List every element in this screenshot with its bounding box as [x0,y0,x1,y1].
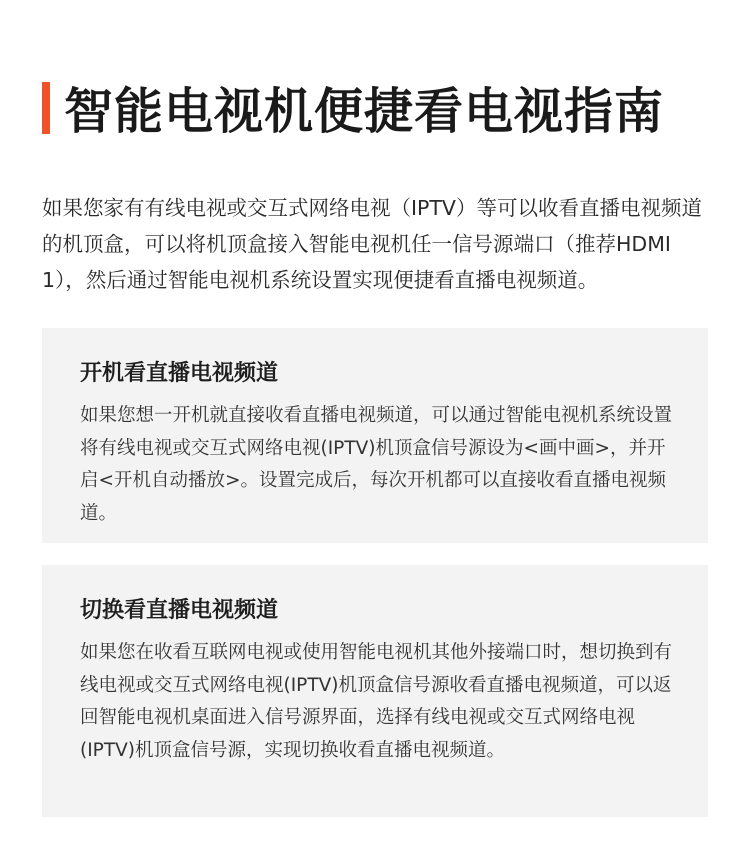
card-body: 如果您在收看互联网电视或使用智能电视机其他外接端口时，想切换到有线电视或交互式网络电视(IPTV)机顶盒信号源收看直播电视频道，可以返回智能电视机桌面进入信号源界面，选择有线电视或交互式网络电视(IPTV)机顶盒信号源，实现切换收看直播电视频道。 [80,642,673,761]
card-title: 切换看直播电视频道 [80,598,279,623]
title-accent-bar [42,82,50,134]
card-power-on-live-tv [42,328,708,543]
page-title: 智能电视机便捷看电视指南 [64,83,665,140]
intro-paragraph: 如果您家有有线电视或交互式网络电视（IPTV）等可以收看直播电视频道的机顶盒，可以将机顶盒接入智能电视机任一信号源端口（推荐HDMI 1），然后通过智能电视机系统设置实现便捷看直播电视频道。 [42,196,702,292]
card-body: 如果您想一开机就直接收看直播电视频道，可以通过智能电视机系统设置将有线电视或交互式网络电视(IPTV)机顶盒信号源设为<画中画>，并开启<开机自动播放>。设置完成后，每次开机都可以直接收看直播电视频道。 [80,405,673,524]
page-header [42,76,664,140]
card-switch-live-tv [42,565,708,817]
card-title: 开机看直播电视频道 [80,361,279,386]
